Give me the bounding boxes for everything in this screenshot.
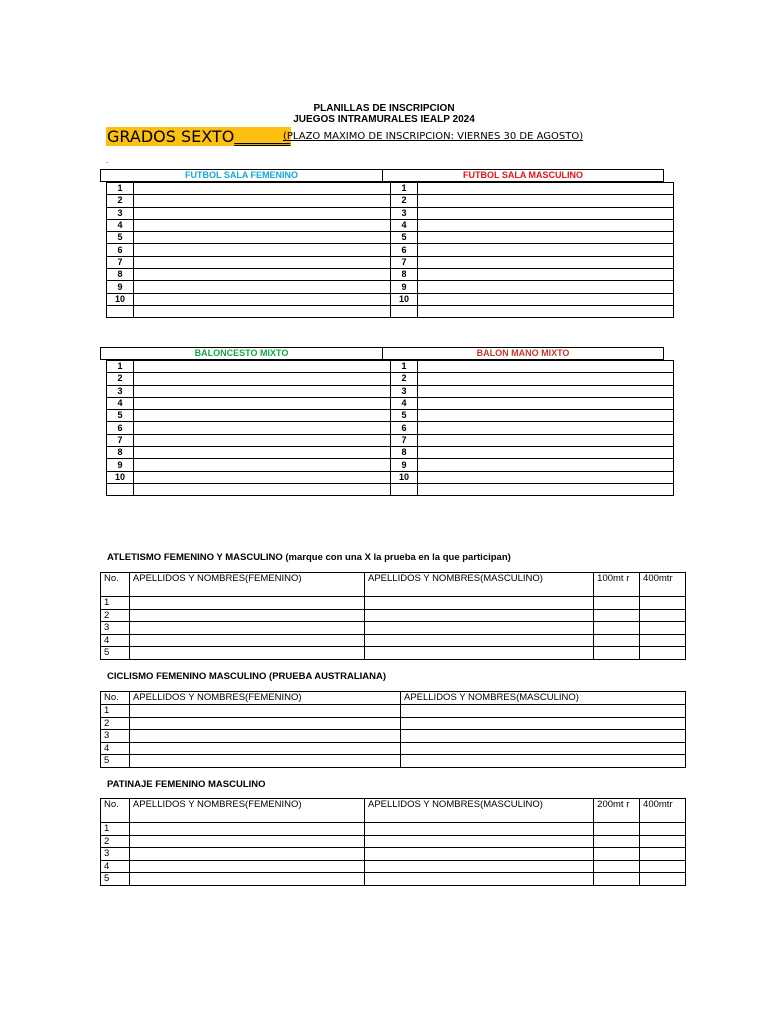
- entry-field[interactable]: [640, 597, 686, 610]
- team-row: [107, 219, 674, 231]
- column-header: APELLIDOS Y NOMBRES(MASCULINO): [400, 692, 685, 705]
- team-row: [107, 232, 674, 244]
- dot-mark: .: [106, 156, 109, 165]
- row-number: 5: [391, 232, 418, 244]
- name-field[interactable]: [418, 459, 674, 471]
- name-field[interactable]: [134, 293, 391, 305]
- column-header: APELLIDOS Y NOMBRES(MASCULINO): [365, 799, 594, 823]
- team-row: [107, 256, 674, 268]
- name-field[interactable]: [418, 410, 674, 422]
- name-field[interactable]: [134, 232, 391, 244]
- row-number: 3: [107, 385, 134, 397]
- row-number: 8: [391, 447, 418, 459]
- ciclismo-title: CICLISMO FEMENINO MASCULINO (PRUEBA AUSTRALIANA): [107, 671, 387, 682]
- row-number: 2: [107, 373, 134, 385]
- ciclismo-table: [100, 691, 686, 768]
- row-number: [107, 483, 134, 495]
- row-number: 2: [107, 195, 134, 207]
- team-row: [107, 195, 674, 207]
- entry-field[interactable]: [129, 730, 400, 743]
- row-number: 8: [107, 447, 134, 459]
- entry-field[interactable]: [129, 705, 400, 718]
- entry-field[interactable]: [640, 873, 686, 886]
- table-row: [101, 634, 686, 647]
- name-field[interactable]: [418, 447, 674, 459]
- row-number: 4: [101, 634, 130, 647]
- row-number: 3: [101, 848, 130, 861]
- team-row: [107, 471, 674, 483]
- name-field[interactable]: [418, 256, 674, 268]
- entry-field[interactable]: [400, 717, 685, 730]
- column-header: 400mtr: [640, 799, 686, 823]
- entry-field[interactable]: [594, 873, 640, 886]
- team-row: [107, 459, 674, 471]
- team-row: [107, 281, 674, 293]
- team-row: [107, 447, 674, 459]
- entry-field[interactable]: [365, 597, 594, 610]
- entry-field[interactable]: [129, 647, 364, 660]
- name-field[interactable]: [134, 422, 391, 434]
- document-title: PLANILLAS DE INSCRIPCION: [313, 103, 455, 114]
- entry-field[interactable]: [640, 634, 686, 647]
- column-header: APELLIDOS Y NOMBRES(FEMENINO): [129, 573, 364, 597]
- entry-field[interactable]: [365, 835, 594, 848]
- entry-field[interactable]: [129, 609, 364, 622]
- team-row: [107, 410, 674, 422]
- name-field[interactable]: [134, 183, 391, 195]
- name-field[interactable]: [418, 422, 674, 434]
- entry-field[interactable]: [640, 622, 686, 635]
- name-field[interactable]: [134, 385, 391, 397]
- entry-field[interactable]: [640, 860, 686, 873]
- row-number: 2: [391, 373, 418, 385]
- name-field[interactable]: [134, 269, 391, 281]
- row-number: 5: [101, 873, 130, 886]
- row-number: 4: [101, 742, 130, 755]
- column-header: 100mt r: [594, 573, 640, 597]
- name-field[interactable]: [134, 397, 391, 409]
- entry-field[interactable]: [129, 873, 364, 886]
- row-number: 1: [391, 183, 418, 195]
- name-field[interactable]: [418, 183, 674, 195]
- name-field[interactable]: [418, 483, 674, 495]
- name-field[interactable]: [418, 293, 674, 305]
- column-header: 400mtr: [640, 573, 686, 597]
- row-number: 5: [107, 410, 134, 422]
- row-number: 8: [391, 269, 418, 281]
- entry-field[interactable]: [594, 823, 640, 836]
- team-row: [107, 269, 674, 281]
- row-number: 4: [391, 219, 418, 231]
- entry-field[interactable]: [365, 823, 594, 836]
- row-number: 3: [101, 730, 130, 743]
- table-row: [101, 647, 686, 660]
- name-field[interactable]: [418, 269, 674, 281]
- entry-field[interactable]: [594, 597, 640, 610]
- row-number: 6: [391, 422, 418, 434]
- table-row: [101, 597, 686, 610]
- team-label-balon-mano: BALON MANO MIXTO: [383, 348, 664, 360]
- name-field[interactable]: [134, 219, 391, 231]
- table-row: [101, 873, 686, 886]
- entry-field[interactable]: [365, 634, 594, 647]
- entry-field[interactable]: [594, 647, 640, 660]
- row-number: 1: [101, 705, 130, 718]
- entry-field[interactable]: [640, 647, 686, 660]
- entry-field[interactable]: [129, 622, 364, 635]
- row-number: 3: [391, 385, 418, 397]
- row-number: 10: [391, 293, 418, 305]
- name-field[interactable]: [418, 281, 674, 293]
- name-field[interactable]: [418, 434, 674, 446]
- table-row: [101, 823, 686, 836]
- name-field[interactable]: [418, 471, 674, 483]
- team-row: [107, 422, 674, 434]
- row-number: 4: [107, 219, 134, 231]
- row-number: 2: [101, 609, 130, 622]
- row-number: 1: [101, 597, 130, 610]
- row-number: 6: [107, 244, 134, 256]
- header-row: [101, 692, 686, 705]
- name-field[interactable]: [134, 281, 391, 293]
- team-row: [107, 207, 674, 219]
- row-number: 5: [101, 755, 130, 768]
- name-field[interactable]: [134, 305, 391, 317]
- entry-field[interactable]: [129, 742, 400, 755]
- team-table-2: [106, 360, 674, 496]
- row-number: 3: [107, 207, 134, 219]
- row-number: 7: [391, 434, 418, 446]
- team-row: [107, 434, 674, 446]
- entry-field[interactable]: [400, 742, 685, 755]
- row-number: 3: [101, 622, 130, 635]
- row-number: 6: [107, 422, 134, 434]
- team-table-1: [106, 182, 674, 318]
- table-row: [101, 848, 686, 861]
- entry-field[interactable]: [129, 717, 400, 730]
- entry-field[interactable]: [129, 860, 364, 873]
- row-number: 2: [101, 717, 130, 730]
- row-number: [391, 483, 418, 495]
- table-row: [101, 742, 686, 755]
- team-row: [107, 244, 674, 256]
- row-number: 2: [101, 835, 130, 848]
- team-table-2-header: [100, 347, 664, 360]
- row-number: 5: [107, 232, 134, 244]
- name-field[interactable]: [418, 373, 674, 385]
- name-field[interactable]: [134, 244, 391, 256]
- team-row: [107, 397, 674, 409]
- team-table-1-header: [100, 169, 664, 182]
- entry-field[interactable]: [400, 755, 685, 768]
- row-number: 7: [107, 434, 134, 446]
- name-field[interactable]: [418, 232, 674, 244]
- entry-field[interactable]: [129, 835, 364, 848]
- name-field[interactable]: [134, 361, 391, 373]
- name-field[interactable]: [134, 410, 391, 422]
- row-number: 1: [107, 361, 134, 373]
- entry-field[interactable]: [594, 860, 640, 873]
- row-number: 8: [107, 269, 134, 281]
- grados-label: [106, 127, 291, 146]
- team-label-futbol-masculino: FUTBOL SALA MASCULINO: [383, 170, 664, 182]
- row-number: 10: [107, 471, 134, 483]
- name-field[interactable]: [418, 207, 674, 219]
- name-field[interactable]: [134, 195, 391, 207]
- row-number: 2: [391, 195, 418, 207]
- entry-field[interactable]: [365, 609, 594, 622]
- name-field[interactable]: [134, 207, 391, 219]
- row-number: 4: [391, 397, 418, 409]
- entry-field[interactable]: [365, 873, 594, 886]
- row-number: 9: [391, 459, 418, 471]
- name-field[interactable]: [418, 305, 674, 317]
- column-header: No.: [101, 573, 130, 597]
- name-field[interactable]: [418, 244, 674, 256]
- entry-field[interactable]: [594, 835, 640, 848]
- name-field[interactable]: [418, 361, 674, 373]
- row-number: [107, 305, 134, 317]
- document-subtitle: JUEGOS INTRAMURALES IEALP 2024: [293, 114, 475, 125]
- row-number: 10: [391, 471, 418, 483]
- team-row: [107, 183, 674, 195]
- team-row: [107, 293, 674, 305]
- entry-field[interactable]: [365, 622, 594, 635]
- entry-field[interactable]: [594, 609, 640, 622]
- entry-field[interactable]: [640, 823, 686, 836]
- name-field[interactable]: [134, 459, 391, 471]
- entry-field[interactable]: [594, 848, 640, 861]
- row-number: 9: [107, 281, 134, 293]
- team-label-baloncesto: BALONCESTO MIXTO: [101, 348, 383, 360]
- entry-field[interactable]: [129, 755, 400, 768]
- entry-field[interactable]: [594, 634, 640, 647]
- row-number: 9: [107, 459, 134, 471]
- row-number: 1: [101, 823, 130, 836]
- row-number: 7: [391, 256, 418, 268]
- entry-field[interactable]: [640, 835, 686, 848]
- name-field[interactable]: [418, 219, 674, 231]
- row-number: 4: [101, 860, 130, 873]
- entry-field[interactable]: [640, 848, 686, 861]
- row-number: 6: [391, 244, 418, 256]
- atletismo-title: ATLETISMO FEMENINO Y MASCULINO (marque con una X la prueba en la que participan): [107, 552, 511, 563]
- patinaje-title: PATINAJE FEMENINO MASCULINO: [107, 779, 266, 790]
- table-row: [101, 717, 686, 730]
- entry-field[interactable]: [400, 705, 685, 718]
- entry-field[interactable]: [400, 730, 685, 743]
- header-row: [101, 573, 686, 597]
- entry-field[interactable]: [594, 622, 640, 635]
- row-number: 1: [391, 361, 418, 373]
- row-number: 7: [107, 256, 134, 268]
- team-row: [107, 305, 674, 317]
- header-row: [101, 799, 686, 823]
- column-header: APELLIDOS Y NOMBRES(FEMENINO): [129, 692, 400, 705]
- entry-field[interactable]: [129, 848, 364, 861]
- atletismo-table: [100, 572, 686, 660]
- team-row: [107, 361, 674, 373]
- name-field[interactable]: [134, 434, 391, 446]
- name-field[interactable]: [418, 385, 674, 397]
- row-number: 5: [391, 410, 418, 422]
- table-row: [101, 609, 686, 622]
- name-field[interactable]: [418, 195, 674, 207]
- row-number: 9: [391, 281, 418, 293]
- team-row: [107, 373, 674, 385]
- entry-field[interactable]: [640, 609, 686, 622]
- row-number: 4: [107, 397, 134, 409]
- grados-text: GRADOS SEXTO: [107, 127, 235, 146]
- name-field[interactable]: [134, 447, 391, 459]
- column-header: APELLIDOS Y NOMBRES(FEMENINO): [129, 799, 364, 823]
- name-field[interactable]: [134, 471, 391, 483]
- table-row: [101, 730, 686, 743]
- team-row: [107, 483, 674, 495]
- name-field[interactable]: [134, 256, 391, 268]
- row-number: 5: [101, 647, 130, 660]
- row-number: 10: [107, 293, 134, 305]
- entry-field[interactable]: [129, 634, 364, 647]
- name-field[interactable]: [134, 483, 391, 495]
- column-header: No.: [101, 799, 130, 823]
- table-row: [101, 860, 686, 873]
- team-label-futbol-femenino: FUTBOL SALA FEMENINO: [101, 170, 383, 182]
- name-field[interactable]: [418, 397, 674, 409]
- row-number: [391, 305, 418, 317]
- table-row: [101, 622, 686, 635]
- entry-field[interactable]: [365, 848, 594, 861]
- plazo-note: (PLAZO MAXIMO DE INSCRIPCION: VIERNES 30 DE AGOSTO): [283, 131, 584, 142]
- table-row: [101, 835, 686, 848]
- column-header: No.: [101, 692, 130, 705]
- entry-field[interactable]: [129, 597, 364, 610]
- entry-field[interactable]: [365, 647, 594, 660]
- column-header: 200mt r: [594, 799, 640, 823]
- row-number: 3: [391, 207, 418, 219]
- column-header: APELLIDOS Y NOMBRES(MASCULINO): [365, 573, 594, 597]
- team-row: [107, 385, 674, 397]
- entry-field[interactable]: [129, 823, 364, 836]
- patinaje-table: [100, 798, 686, 886]
- grados-blank: _______: [234, 127, 291, 146]
- table-row: [101, 705, 686, 718]
- table-row: [101, 755, 686, 768]
- name-field[interactable]: [134, 373, 391, 385]
- entry-field[interactable]: [365, 860, 594, 873]
- row-number: 1: [107, 183, 134, 195]
